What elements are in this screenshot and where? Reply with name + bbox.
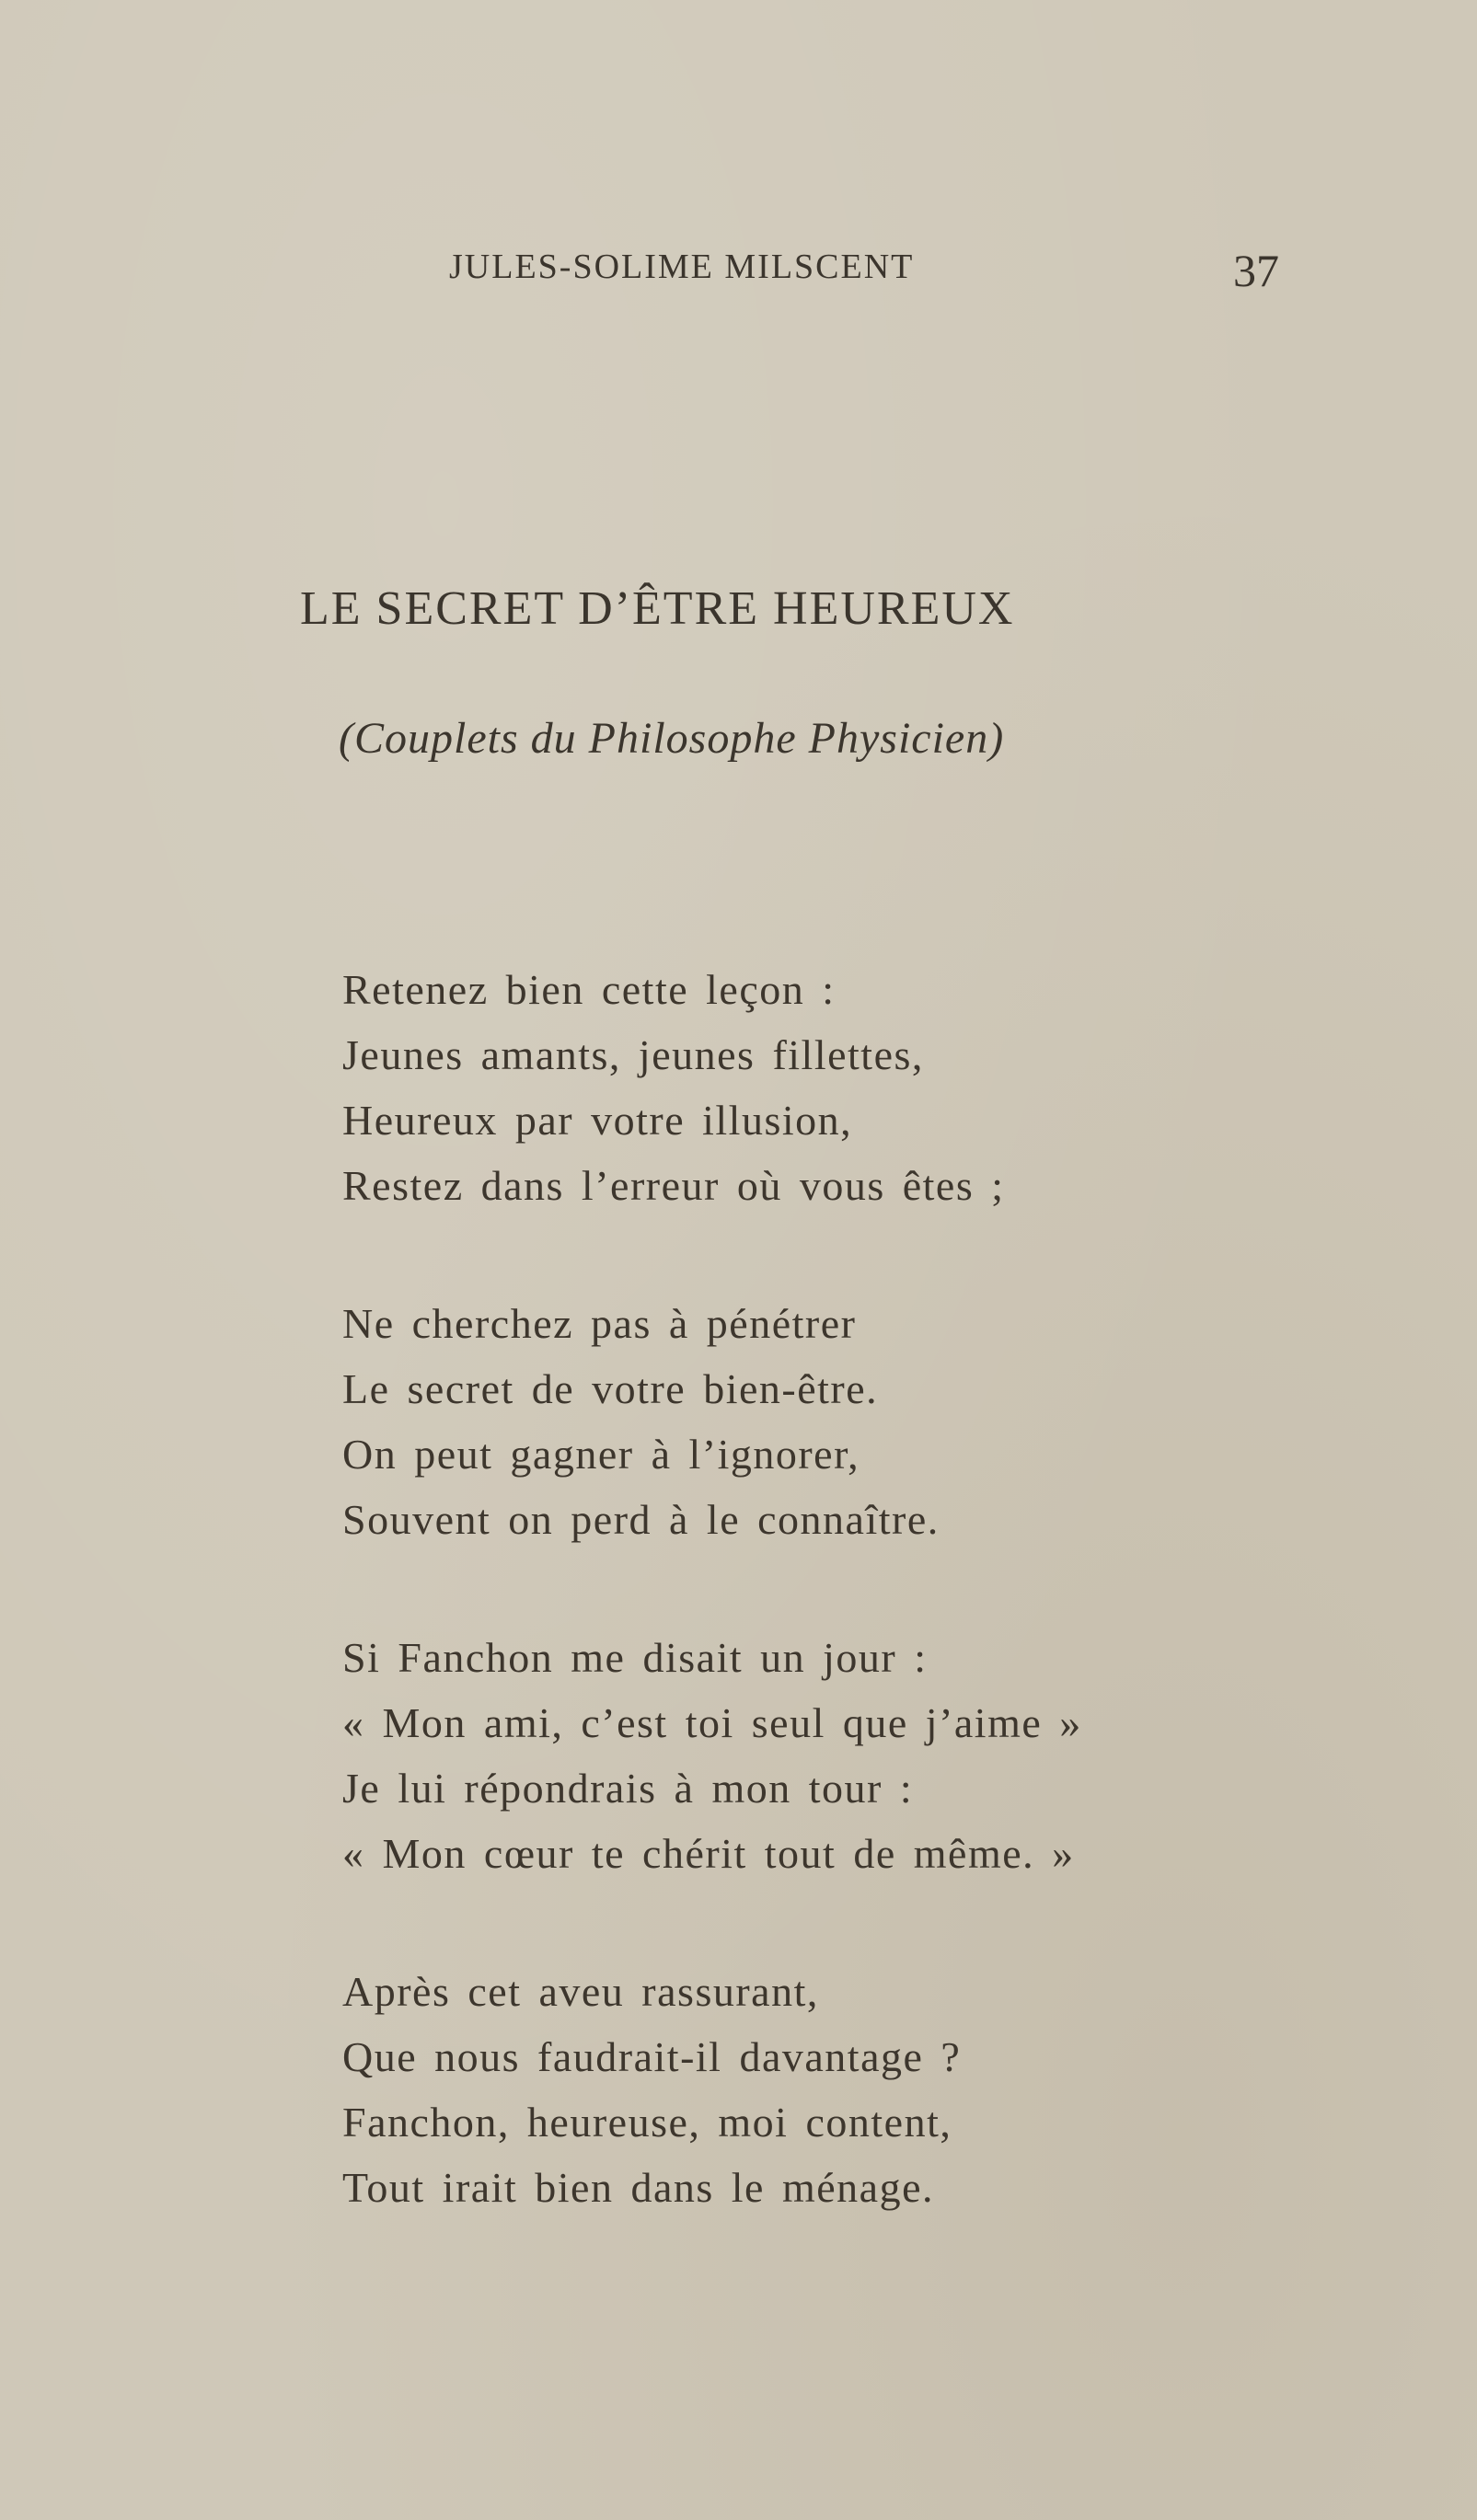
stanza-1 <box>342 957 1401 1218</box>
verse-line: « Mon ami, c’est toi seul que j’aime » <box>342 1699 1082 1746</box>
verse-line: Ne cherchez pas à pénétrer <box>342 1300 857 1347</box>
page-number: 37 <box>1233 245 1279 296</box>
verse-line: Souvent on perd à le connaître. <box>342 1496 940 1543</box>
verse-line: Le secret de votre bien-être. <box>342 1365 879 1412</box>
verse-line: Jeunes amants, jeunes fillettes, <box>342 1031 924 1078</box>
poem-body <box>342 957 1401 2293</box>
poem-title: LE SECRET D’ÊTRE HEUREUX <box>300 582 1015 635</box>
stanza-4 <box>342 1959 1401 2220</box>
verse-line: Après cet aveu rassurant, <box>342 1968 819 2015</box>
verse-line: Retenez bien cette leçon : <box>342 966 836 1013</box>
verse-line: « Mon cœur te chérit tout de même. » <box>342 1830 1075 1877</box>
verse-line: Restez dans l’erreur où vous êtes ; <box>342 1162 1005 1209</box>
verse-line: Que nous faudrait-il davantage ? <box>342 2033 962 2080</box>
verse-line: Si Fanchon me disait un jour : <box>342 1634 928 1681</box>
running-head: JULES-SOLIME MILSCENT <box>449 247 915 286</box>
stanza-2 <box>342 1291 1401 1552</box>
verse-line: Tout irait bien dans le ménage. <box>342 2164 934 2211</box>
verse-line: Je lui répondrais à mon tour : <box>342 1765 914 1812</box>
stanza-3 <box>342 1625 1401 1886</box>
verse-line: Fanchon, heureuse, moi content, <box>342 2099 952 2146</box>
verse-line: On peut gagner à l’ignorer, <box>342 1431 860 1478</box>
verse-line: Heureux par votre illusion, <box>342 1097 853 1144</box>
poem-subtitle: (Couplets du Philosophe Physicien) <box>339 714 1005 763</box>
